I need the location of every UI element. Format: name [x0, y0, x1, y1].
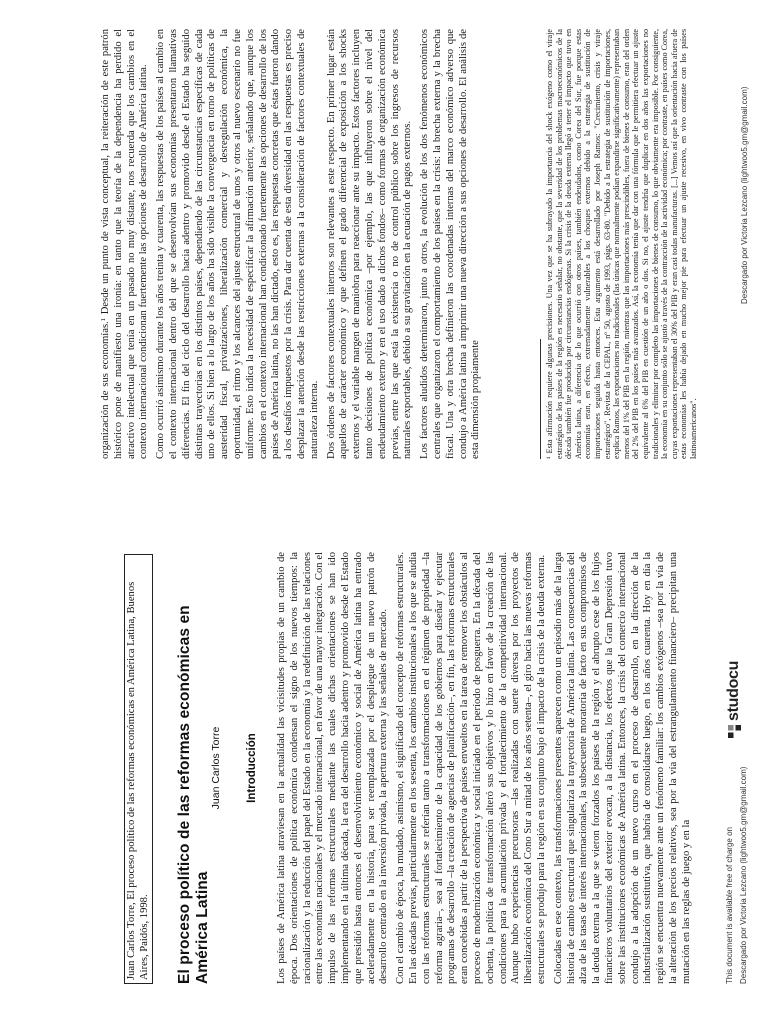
paragraph: Con el cambio de época, ha mudado, asimismo, el significado del concepto de reformas estructurales. En las décadas previas, particularmente en los sesenta, los cambios institucionales a los que se aludía con las reformas estructurales se referían tanto a transformaciones en el régimen de propiedad –la reforma agraria–, sea al fortalecimiento de la capacidad de los gobiernos para diseñar y ejecutar programas de desarrollo –la creación de agencias de planificación–, en fin, las reformas estructurales eran concebidas a partir de la perspectiva de países envueltos en la tarea de remover los obstáculos al proceso de modernización económica y social iniciado en el período de posguerra. En la década del ochenta, la política de transformación alteró sus objetivos y lo hizo en favor de la creación de las condiciones para la acumulación privada y el fortalecimiento de la competitividad internacional. Aunque hubo experiencias precursoras –las realizadas con suerte diversa por los proyectos de liberalización económica del Cono Sur a mitad de los años setenta–, el giro hacia las nuevas reformas estructurales se produjo para la región en su conjunto bajo el impacto de la crisis de la deuda externa.: [395, 552, 547, 984]
footnote-divider: [540, 339, 541, 459]
availability-note: This document is available free of charge on: [725, 827, 734, 984]
download-credit-right: Descargado por Victoria Lezcano (lightwoo5.gm@gmail.com): [740, 86, 749, 304]
section-heading-introduccion: Introducción: [246, 733, 258, 803]
footnote: ¹ Esta afirmación requiere algunas precisiones. Una vez que se ha subrayado la importancia del shock exógeno como el viraje estratégico de los países de la región es necesario señalar, no obstante, que la severidad de los problemas macroeconómicos de la década también fue producida por circunstancias endógenas. Si la crisis de la deuda externa llegó a tener el impacto que tuvo en América latina, a diferencia de lo que ocurrió con otros países, también endeudados, como Corea del Sur, fue porque estas economías eran, en efecto, extremadamente vulnerables a los choques externos debido a la estrategia de sustitución de importaciones seguida hasta entonces. Esta argumento está desarrollado por Joseph Ramos: "Crecimiento, crisis y viraje estratégico", Revista de la CEPAL, nº 50, agosto de 1993, págs. 63-80. "Debido a la estrategia de sustitución de importaciones, explica Ramos, las exportaciones no tradicionales (las únicas que normalmente podían expandirse significativamente) representaban menos del 1% del PIB en la región, mientras que las importaciones más prescindibles, fuera de bienes de consumo, eran del orden del 2% del PIB en los países más avanzados. Así, la economía tenía que dar con una fórmula que le permitiera efectuar un ajuste equivalente al 6% del PIB en cuestión de un año o dos. Si no, el ajuste tendría que duplicar en dos años las exportaciones no tradicionales y eliminar por completo las importaciones de bienes de consumo, lo que obviamente era imposible. Por consiguiente, la economía en su conjunto sólo se ajustó a través de la contracción de la actividad económica; por contraste, en países como Corea, cuyas exportaciones representaban el 30% del PIB y eran casi todas manufacturas. [...] Vemos así que la orientación hacia afuera de estas economías les había dejado en mucho mejor pie para efectuar un ajuste recesivo, en vivo contraste con los países latinoamericanos".: [545, 29, 698, 459]
right-column-body: [100, 29, 532, 459]
download-credit-left: Descargado por Victoria Lezcano (lightwoo5.gm@gmail.com): [739, 766, 748, 984]
document-title: El proceso político de las reformas económicas en América Latina: [176, 605, 211, 984]
document-author: Juan Carlos Torre: [210, 726, 222, 810]
studocu-wordmark: studocu: [725, 660, 742, 721]
paragraph: Como ocurrió asimismo durante los años treinta y cuarenta, las respuestas de los países al cambio en el contexto internacional dentro del que se desenvolvían sus economías presentaron llamativas diferencias. El fin del ciclo del desarrollo hacia adentro y promovido desde el Estado ha seguido distintas trayectorias en los distintos países, dependiendo de las circunstancias específicas de cada uno de ellos. Si bien a lo largo de los años ha sido visible la convergencia en torno de políticas de austeridad fiscal, privatizaciones, liberalización comercial y desregulación económica, la oportunidad, el ritmo y los alcances del ajuste estructural de unos y otros al nuevo escenario no fue uniforme. Esto indica la necesidad de especificar la afirmación anterior, señalando que, aunque los cambios en el contexto internacional han condicionado fuertemente las opciones de desarrollo de los países de América latina, no las han dictado, esto es, las respuestas concretas que éstas fueron dando a los desafíos impuestos por la crisis. Para dar cuenta de esta diversidad en las respuestas es preciso desplazar la atención desde las restricciones externas a la consideración de factores contextuales de naturaleza interna.: [155, 29, 320, 459]
studocu-footer: [725, 552, 765, 984]
studocu-logo-icon: [728, 725, 741, 738]
paragraph: Los países de América latina atraviesan en la actualidad las vicisitudes propias de un cambio de época. Dos orientaciones de política económica condensan el signo de los nuevos tiempos: la racionalización y la reducción del papel del Estado en la economía y la redefinición de las relaciones entre las economías nacionales y el mercado internacional, en favor de una mayor integración. Con el impulso de las reformas estructurales mediante las cuales dichas orientaciones se han ido implementando en la última década, la era del desarrollo hacia adentro y promovido desde el Estado que presidió hasta entonces el desenvolvimiento económico y social de América latina ha entrado aceleradamente en la historia, para ser reemplazada por el despliegue de un nuevo patrón de desarrollo centrado en la inversión privada, la apertura externa y las señales de mercado.: [276, 552, 390, 984]
citation-text: Juan Carlos Torre, El proceso político de las reformas económicas en América Latina, Buenos Aires, Paidós, 1998.: [126, 581, 150, 980]
paragraph: Los factores aludidos determinaron, junto a otros, la evolución de los dos fenómenos económicos centrales que organizaron el comportamiento de los países en la crisis: la brecha externa y la brecha fiscal. Una y otra brecha definieron las coordenadas internas del marco económico adverso que condujo a América latina a imprimir una nueva dirección a sus opciones de desarrollo. El análisis de esta dimensión propiamente: [419, 29, 482, 459]
citation-box: [124, 554, 153, 984]
paragraph: Colocadas en ese contexto, las transformaciones presentes aparecen como un episodio más de la larga historia de cambio estructural que singulariza la trayectoria de América latina. Las consecuencias del alza de las tasas de interés internacionales, la subsecuente moratoria de facto en sus compromisos de la deuda externa a la que se vieron forzados los países de la región y el abrupto cese de los flujos financieros voluntarios del exterior evocan, a la distancia, los efectos que la Gran Depresión tuvo sobre las instituciones económicas de América latina. Entonces, la crisis del comercio internacional condujo a la adopción de un nuevo curso en el proceso de desarrollo, en la dirección de la industrialización sustitutiva, que habría de consolidarse luego, en los años cuarenta. Hoy en día la región se encuentra nuevamente ante un fenómeno familiar: los cambios exógenos –sea por la vía de la alteración de los precios relativos, sea por la vía del estrangulamiento financiero– precipitan una mutación en las reglas de juego y en la: [552, 552, 692, 984]
left-column-body: [276, 552, 714, 984]
paragraph: organización de sus economías.¹ Desde un punto de vista conceptual, la reiteración de este patrón histórico pone de manifiesto una ironía: en tanto que la teoría de la dependencia ha perdido el atractivo intelectual que tenía en un pasado no muy distante, nos recuerda que los cambios en el contexto internacional condicionan fuertemente las opciones de desarrollo de América latina.: [100, 29, 150, 459]
studocu-logo[interactable]: [725, 661, 743, 738]
paragraph: Dos órdenes de factores contextuales internos son relevantes a este respecto. En primer lugar están aquellos de carácter económico y que definen el grado diferencial de exposición a los shocks externos y el variable margen de maniobra para reaccionar ante su impacto. Estos factores incluyen tanto decisiones de política económica –por ejemplo, las que influyeron sobre el nivel del endeudamiento externo y en el uso dado a dichos fondos– como formas de organización económica previas, entre las que está la existencia o no de control público sobre los ingresos de recursos naturales exportables, debido a su gravitación en la ecuación de pagos externos.: [325, 29, 414, 459]
